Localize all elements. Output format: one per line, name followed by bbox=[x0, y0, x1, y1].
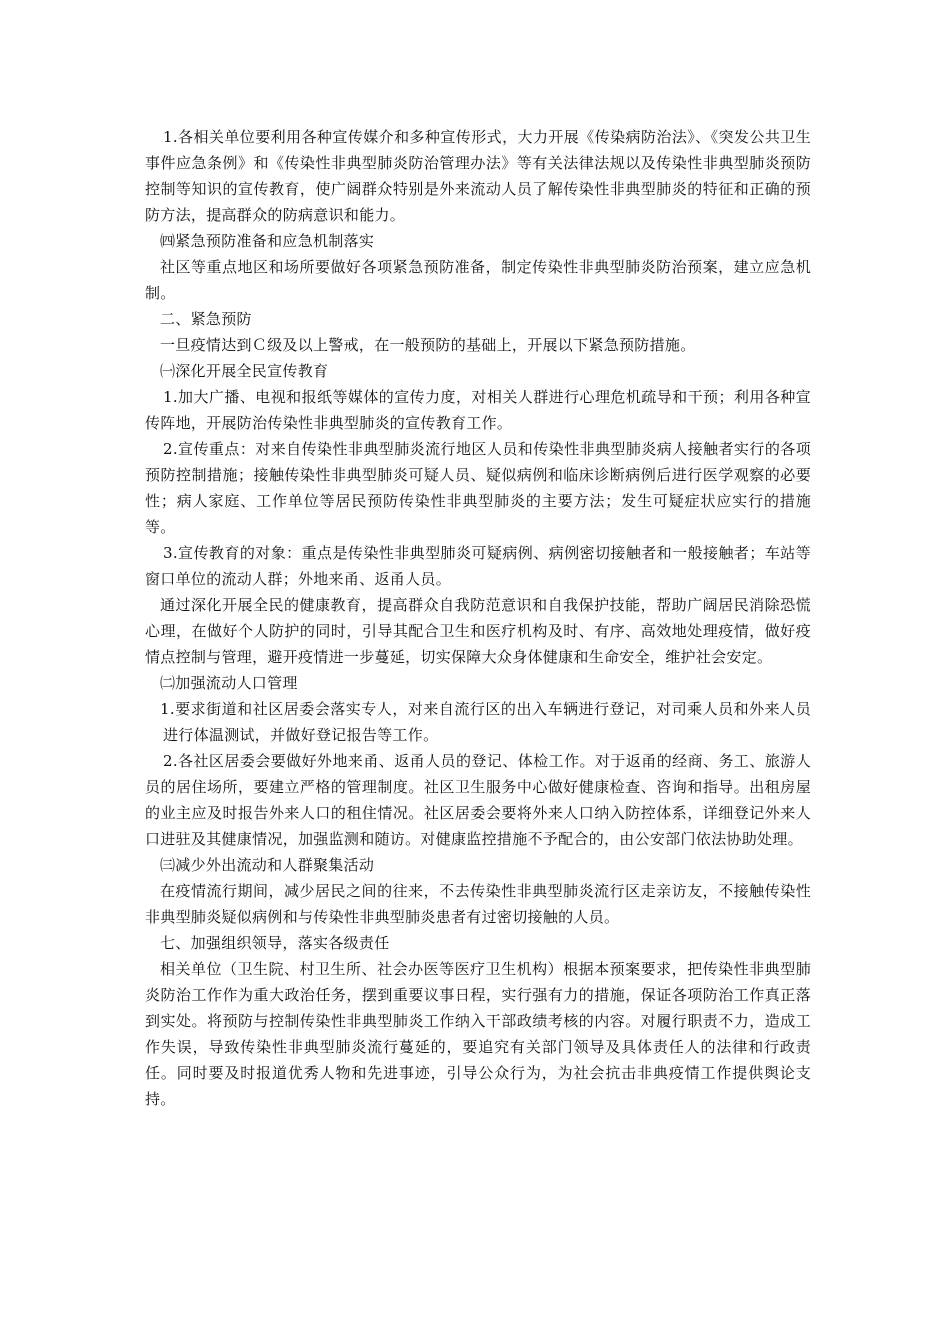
para-community-preparation: 社区等重点地区和场所要做好各项紧急预防准备，制定传染性非典型肺炎防治预案，建立应急机制。 bbox=[145, 258, 811, 302]
para-health-education-summary: 通过深化开展全民的健康教育，提高群众自我防范意识和自我保护技能，帮助广阔居民消除恐慌心理，在做好个人防护的同时，引导其配合卫生和医疗机构及时、有序、高效地处理疫情，做好疫情点控制与管理，避开疫情进一步蔓延，切实保障大众身体健康和生命安全，维护社会安定。 bbox=[145, 596, 811, 666]
para-organization-responsibility: 相关单位（卫生院、村卫生所、社会办医等医疗卫生机构）根据本预案要求，把传染性非典型肺炎防治工作作为重大政治任务，摆到重要议事日程，实行强有力的措施，保证各项防治工作真正落到实处。将预防与控制传染性非典型肺炎工作纳入干部政绩考核的内容。对履行职责不力，造成工作失误，导致传染性非典型肺炎流行蔓延的，要追究有关部门领导及具体责任人的法律和行政责任。同时要及时报道优秀人物和先进事迹，引导公众行为，为社会抗击非典疫情工作提供舆论支持。 bbox=[145, 960, 811, 1108]
para-education-targets: 3.宣传教育的对象：重点是传染性非典型肺炎可疑病例、病例密切接触者和一般接触者；车站等窗口单位的流动人群；外地来甬、返甬人员。 bbox=[145, 544, 811, 588]
para-1-publicity-forms: 1.各相关单位要利用各种宣传媒介和多种宣传形式，大力开展《传染病防治法》、《突发公共卫生事件应急条例》和《传染性非典型肺炎防治管理办法》等有关法律法规以及传染性非典型肺炎预防控制等知识的宣传教育，使广阔群众特别是外来流动人员了解传染性非典型肺炎的特征和正确的预防方法，提高群众的防病意识和能力。 bbox=[145, 128, 811, 224]
heading-section-2: 二、紧急预防 bbox=[160, 310, 252, 328]
para-reduce-contact: 在疫情流行期间，减少居民之间的往来，不去传染性非典型肺炎流行区走亲访友，不接触传染性非典型肺炎疑似病例和与传染性非典型肺炎患者有过密切接触的人员。 bbox=[145, 882, 811, 926]
heading-section-7: 七、加强组织领导，落实各级责任 bbox=[160, 934, 390, 952]
heading-emergency-preparation: ㈣紧急预防准备和应急机制落实 bbox=[160, 232, 375, 250]
para-publicity-focus: 2.宣传重点：对来自传染性非典型肺炎流行地区人员和传染性非典型肺炎病人接触者实行的各项预防控制措施；接触传染性非典型肺炎可疑人员、疑似病例和临床诊断病例后进行医学观察的必要性；病人家庭、工作单位等居民预防传染性非典型肺炎的主要方法；发生可疑症状应实行的措施等。 bbox=[145, 440, 811, 536]
para-resident-registration: 2.各社区居委会要做好外地来甬、返甬人员的登记、体检工作。对于返甬的经商、务工、旅游人员的居住场所，要建立严格的管理制度。社区卫生服务中心做好健康检查、咨询和指导。出租房屋的业主应及时报告外来人口的租住情况。社区居委会要将外来人口纳入防控体系，详细登记外来人口进驻及其健康情况，加强监测和随访。对健康监控措施不予配合的，由公安部门依法协助处理。 bbox=[145, 752, 811, 848]
document-body bbox=[145, 124, 811, 1112]
heading-floating-population: ㈡加强流动人口管理 bbox=[160, 674, 298, 692]
para-alert-level: 一旦疫情达到Ｃ级及以上警戒，在一般预防的基础上，开展以下紧急预防措施。 bbox=[160, 336, 696, 354]
heading-public-education: ㈠深化开展全民宣传教育 bbox=[160, 362, 329, 380]
heading-reduce-gatherings: ㈢减少外出流动和人群聚集活动 bbox=[160, 856, 375, 874]
para-vehicle-registration: 1.要求街道和社区居委会落实专人，对来自流行区的出入车辆进行登记，对司乘人员和外来人员进行体温测试，并做好登记报告等工作。 bbox=[160, 700, 811, 744]
para-media-publicity: 1.加大广播、电视和报纸等媒体的宣传力度，对相关人群进行心理危机疏导和干预；利用各种宣传阵地，开展防治传染性非典型肺炎的宣传教育工作。 bbox=[145, 388, 811, 432]
